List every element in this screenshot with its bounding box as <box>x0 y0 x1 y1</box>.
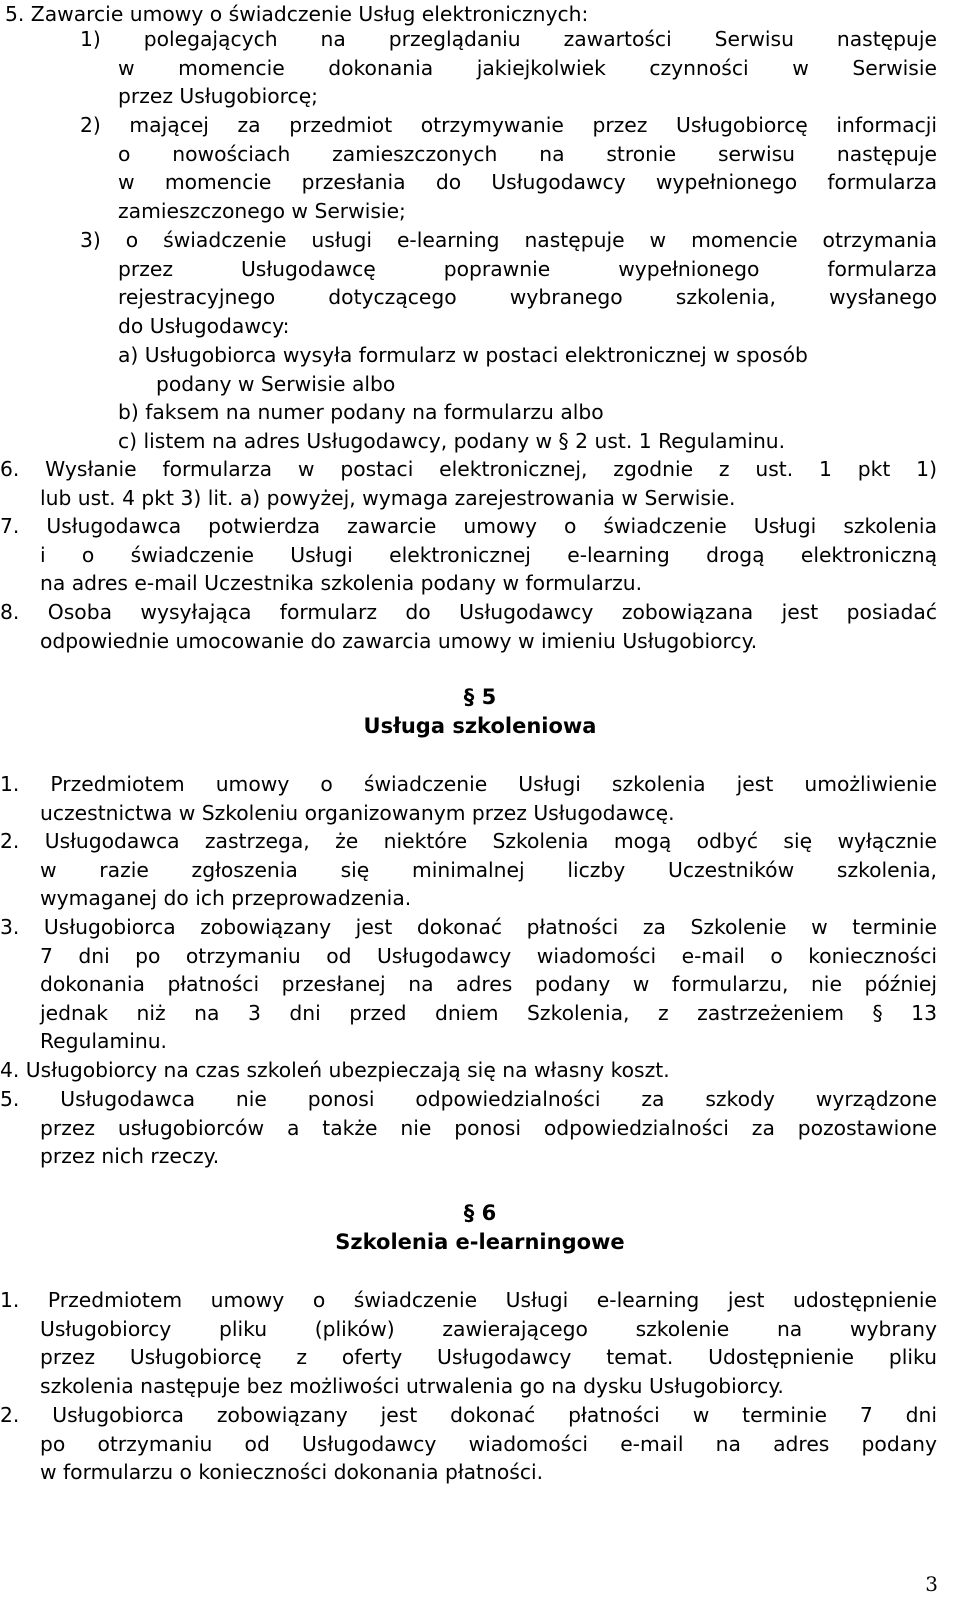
section-5-line: wymaganej do ich przeprowadzenia. <box>40 886 412 911</box>
item-5-line: w momencie przesłania do Usługodawcy wypełnionego formularza <box>118 170 937 195</box>
section-5-title: Usługa szkoleniowa <box>363 714 597 738</box>
item-5-line: b) faksem na numer podany na formularzu albo <box>118 400 604 425</box>
item-5-line: zamieszczonego w Serwisie; <box>118 198 406 223</box>
section-6-line: 1. Przedmiotem umowy o świadczenie Usługi e-learning jest udostępnienie <box>0 1288 937 1312</box>
item-5-line: podany w Serwisie albo <box>156 371 396 396</box>
item-8 <box>0 598 937 655</box>
section-6-number: § 6 <box>463 1201 497 1225</box>
section-5-line: w razie zgłoszenia się minimalnej liczby Uczestników szkolenia, <box>40 857 937 882</box>
item-5-line: o nowościach zamieszczonych na stronie serwisu następuje <box>118 141 937 166</box>
item-5-line: rejestracyjnego dotyczącego wybranego szkolenia, wysłanego <box>118 285 937 310</box>
item-5-line: przez Usługodawcę poprawnie wypełnionego formularza <box>118 256 937 281</box>
section-5-line: 1. Przedmiotem umowy o świadczenie Usługi szkolenia jest umożliwienie <box>0 772 937 796</box>
section-5-item-5 <box>0 1085 937 1171</box>
section-6-item-1 <box>0 1286 937 1400</box>
item-5-line: 3) o świadczenie usługi e-learning następuje w momencie otrzymania <box>80 228 937 252</box>
section-6-line: po otrzymaniu od Usługodawcy wiadomości e-mail na adres podany <box>40 1431 937 1456</box>
item-5-line: 1) polegających na przeglądaniu zawartości Serwisu następuje <box>80 27 937 51</box>
item-5-sub-2 <box>80 111 937 225</box>
item-5-line: a) Usługobiorca wysyła formularz w postaci elektronicznej w sposób <box>118 343 808 367</box>
item-5-line: 2) mającej za przedmiot otrzymywanie przez Usługobiorcę informacji <box>80 113 937 137</box>
item-5-line: przez Usługobiorcę; <box>118 84 319 109</box>
section-5-number: § 5 <box>463 685 497 709</box>
section-5-line: 2. Usługodawca zastrzega, że niektóre Szkolenia mogą odbyć się wyłącznie <box>0 829 937 853</box>
page-number: 3 <box>925 1572 938 1596</box>
item-6 <box>0 455 937 512</box>
section-6-line: szkolenia następuje bez możliwości utrwalenia go na dysku Usługobiorcy. <box>40 1373 784 1398</box>
item-7-line: 7. Usługodawca potwierdza zawarcie umowy o świadczenie Usługi szkolenia <box>0 514 937 538</box>
section-6-item-2 <box>0 1401 937 1487</box>
item-5-sub-3-options <box>118 341 937 455</box>
item-5-line: do Usługodawcy: <box>118 313 290 338</box>
section-6-line: przez Usługobiorcę z oferty Usługodawcy temat. Udostępnienie pliku <box>40 1345 937 1370</box>
section-6-line: 2. Usługobiorca zobowiązany jest dokonać płatności w terminie 7 dni <box>0 1403 937 1427</box>
item-8-line: odpowiednie umocowanie do zawarcia umowy w imieniu Usługobiorcy. <box>40 628 758 653</box>
section-5-line: uczestnictwa w Szkoleniu organizowanym przez Usługodawcę. <box>40 800 675 825</box>
item-5-sub-1 <box>80 25 937 111</box>
item-7-line: na adres e-mail Uczestnika szkolenia podany w formularzu. <box>40 571 643 596</box>
item-7 <box>0 512 937 598</box>
item-5-line: w momencie dokonania jakiejkolwiek czynności w Serwisie <box>118 55 937 80</box>
section-5-item-2 <box>0 827 937 913</box>
item-6-line: 6. Wysłanie formularza w postaci elektronicznej, zgodnie z ust. 1 pkt 1) <box>0 457 937 481</box>
item-5-line: 5. Zawarcie umowy o świadczenie Usług elektronicznych: <box>5 2 589 26</box>
section-5-line: dokonania płatności przesłanej na adres podany w formularzu, nie później <box>40 972 937 997</box>
item-5-line: c) listem na adres Usługodawcy, podany w § 2 ust. 1 Regulaminu. <box>118 428 786 453</box>
section-5-item-3 <box>0 913 937 1056</box>
section-5-line: 7 dni po otrzymaniu od Usługodawcy wiadomości e-mail o konieczności <box>40 943 937 968</box>
item-8-line: 8. Osoba wysyłająca formularz do Usługodawcy zobowiązana jest posiadać <box>0 600 937 624</box>
item-7-line: i o świadczenie Usługi elektronicznej e-learning drogą elektroniczną <box>40 542 937 567</box>
section-6-line: Usługobiorcy pliku (plików) zawierającego szkolenie na wybrany <box>40 1316 937 1341</box>
item-5-sub-3 <box>80 226 937 340</box>
section-5-line: 3. Usługobiorca zobowiązany jest dokonać płatności za Szkolenie w terminie <box>0 915 937 939</box>
section-5-line: jednak niż na 3 dni przed dniem Szkolenia, z zastrzeżeniem § 13 <box>40 1000 937 1025</box>
section-5-line: 4. Usługobiorcy na czas szkoleń ubezpieczają się na własny koszt. <box>0 1058 670 1082</box>
section-5-line: 5. Usługodawca nie ponosi odpowiedzialności za szkody wyrządzone <box>0 1087 937 1111</box>
item-6-line: lub ust. 4 pkt 3) lit. a) powyżej, wymaga zarejestrowania w Serwisie. <box>40 485 736 510</box>
section-6-title: Szkolenia e-learningowe <box>335 1230 625 1254</box>
section-6-line: w formularzu o konieczności dokonania płatności. <box>40 1460 544 1485</box>
section-5-line: przez usługobiorców a także nie ponosi odpowiedzialności za pozostawione <box>40 1115 937 1140</box>
section-5-line: przez nich rzeczy. <box>40 1144 220 1169</box>
section-5-item-1 <box>0 770 937 827</box>
section-5-item-4 <box>0 1056 937 1085</box>
section-5-line: Regulaminu. <box>40 1029 167 1054</box>
